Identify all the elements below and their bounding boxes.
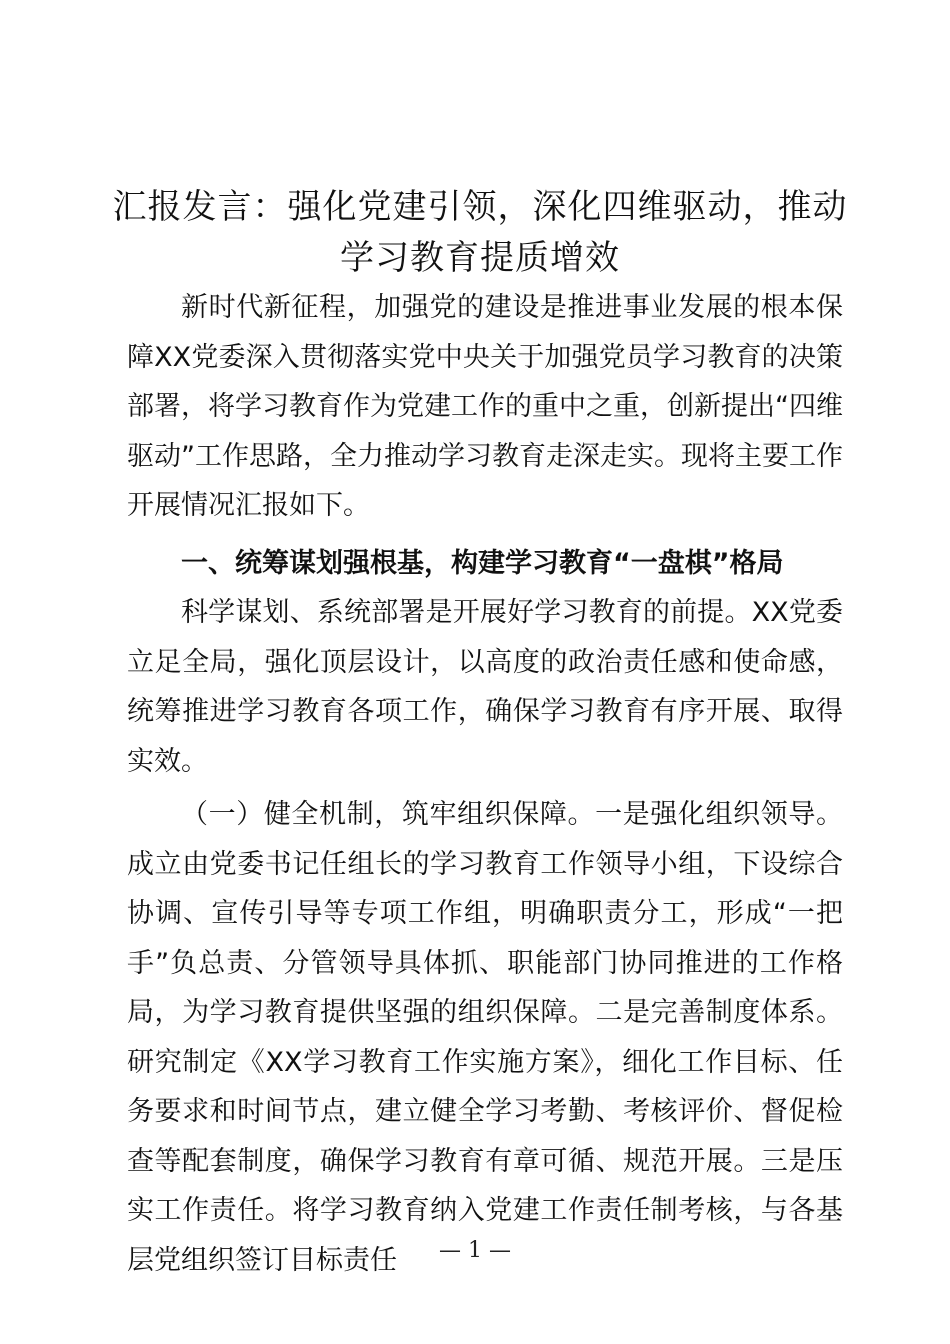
page-number: — 1 — [439,1238,511,1263]
section-heading-1: 一、统筹谋划强根基，构建学习教育“一盘棋”格局 [181,547,784,579]
document-body [127,283,843,1285]
intro-paragraph: 新时代新征程，加强党的建设是推进事业发展的根本保障XX党委深入贯彻落实党中央关于加强党员学习教育的决策部署，将学习教育作为党建工作的重中之重，创新提出“四维驱动”工作思路，全力推动学习教育走深走实。现将主要工作开展情况汇报如下。 [127,292,843,521]
document-title: 汇报发言：强化党建引领，深化四维驱动，推动学习教育提质增效 [112,187,848,278]
subsection-1-paragraph: （一）健全机制，筑牢组织保障。一是强化组织领导。成立由党委书记任组长的学习教育工作领导小组，下设综合协调、宣传引导等专项工作组，明确职责分工，形成“一把手”负总责、分管领导具体抓、职能部门协同推进的工作格局，为学习教育提供坚强的组织保障。二是完善制度体系。研究制定《XX学习教育工作实施方案》，细化工作目标、任务要求和时间节点，建立健全学习考勤、考核评价、督促检查等配套制度，确保学习教育有章可循、规范开展。三是压实工作责任。将学习教育纳入党建工作责任制考核，与各基层党组织签订目标责任 [127,799,843,1276]
section-1-paragraph: 科学谋划、系统部署是开展好学习教育的前提。XX党委立足全局，强化顶层设计，以高度的政治责任感和使命感，统筹推进学习教育各项工作，确保学习教育有序开展、取得实效。 [127,597,843,777]
